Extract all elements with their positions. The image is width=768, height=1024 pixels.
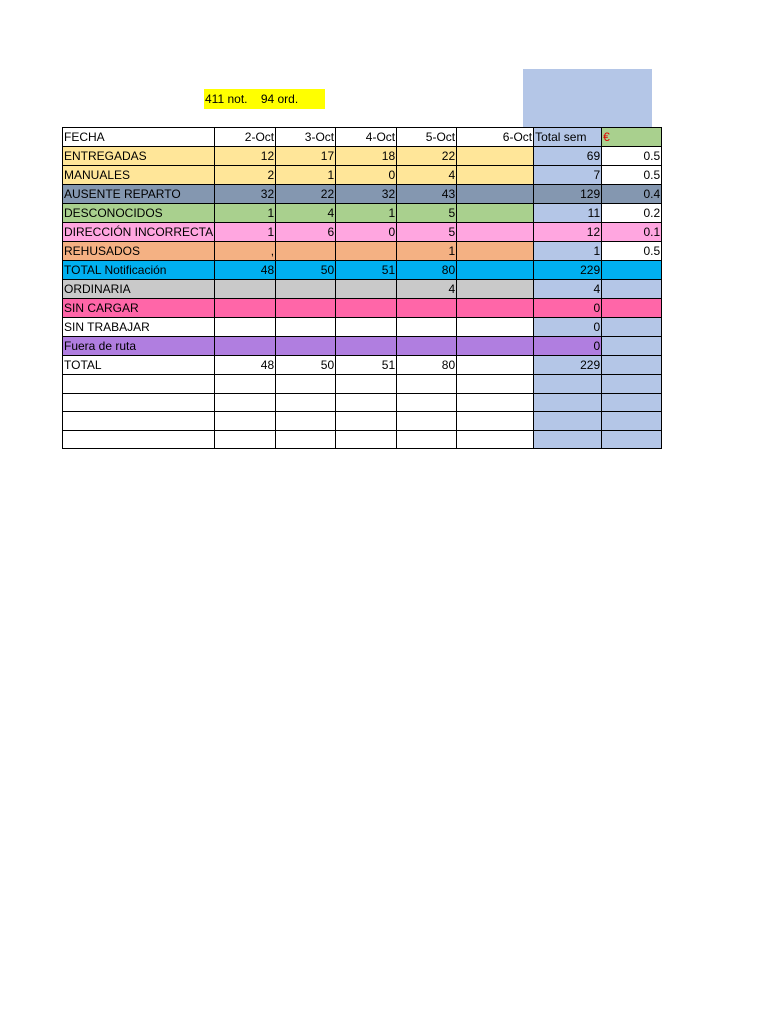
day-value-cell[interactable]: 1	[215, 223, 276, 242]
day-value-cell[interactable]	[457, 356, 534, 375]
day-value-cell[interactable]	[457, 318, 534, 337]
row-label-cell[interactable]: TOTAL Notificación	[63, 261, 215, 280]
table-row	[63, 185, 662, 204]
day-value-cell[interactable]: 22	[397, 147, 457, 166]
day-value-cell[interactable]	[276, 280, 336, 299]
rate-cell[interactable]	[602, 412, 662, 431]
rate-cell[interactable]: 0.2	[602, 204, 662, 223]
table-row	[63, 430, 662, 449]
day-value-cell[interactable]: 4	[397, 166, 457, 185]
total-sem-cell[interactable]: 229	[534, 356, 602, 375]
rate-cell[interactable]: 0.1	[602, 223, 662, 242]
day-value-cell[interactable]	[336, 337, 397, 356]
day-value-cell[interactable]	[457, 337, 534, 356]
day-value-cell[interactable]	[457, 185, 534, 204]
day-value-cell[interactable]	[336, 299, 397, 318]
day-value-cell[interactable]: 18	[336, 147, 397, 166]
total-sem-cell[interactable]: 0	[534, 337, 602, 356]
day-value-cell[interactable]	[397, 393, 457, 412]
total-sem-cell[interactable]	[534, 430, 602, 449]
table-row	[63, 261, 662, 280]
day-value-cell[interactable]	[336, 280, 397, 299]
day-value-cell[interactable]: 80	[397, 261, 457, 280]
total-sem-cell[interactable]: 0	[534, 318, 602, 337]
day-value-cell[interactable]	[397, 337, 457, 356]
day-value-cell[interactable]: 4	[397, 280, 457, 299]
row-label-cell[interactable]: DESCONOCIDOS	[63, 204, 215, 223]
rate-cell[interactable]	[602, 280, 662, 299]
rate-cell[interactable]	[602, 299, 662, 318]
row-label-cell[interactable]: MANUALES	[63, 166, 215, 185]
day-value-cell[interactable]	[215, 430, 276, 449]
row-label-cell[interactable]: SIN CARGAR	[63, 299, 215, 318]
day-value-cell[interactable]: 51	[336, 261, 397, 280]
day-value-cell[interactable]	[215, 393, 276, 412]
total-sem-cell[interactable]: 69	[534, 147, 602, 166]
day-value-cell[interactable]	[397, 318, 457, 337]
table-row	[63, 204, 662, 223]
day-value-cell[interactable]	[215, 337, 276, 356]
row-label-cell[interactable]: TOTAL	[63, 356, 215, 375]
day-value-cell[interactable]: 22	[276, 185, 336, 204]
day-value-cell[interactable]	[457, 204, 534, 223]
day-value-cell[interactable]	[336, 412, 397, 431]
day-value-cell[interactable]: 48	[215, 356, 276, 375]
day-value-cell[interactable]	[336, 242, 397, 261]
day-value-cell[interactable]	[336, 430, 397, 449]
day-value-cell[interactable]: 2	[215, 166, 276, 185]
rate-cell[interactable]	[602, 261, 662, 280]
rate-cell[interactable]: 0.5	[602, 242, 662, 261]
total-sem-cell[interactable]: 12	[534, 223, 602, 242]
day-value-cell[interactable]	[457, 430, 534, 449]
table-row	[63, 147, 662, 166]
day-value-cell[interactable]	[457, 147, 534, 166]
total-sem-cell[interactable]	[534, 412, 602, 431]
row-label-cell[interactable]: DIRECCIÓN INCORRECTA	[63, 223, 215, 242]
day-value-cell[interactable]: 48	[215, 261, 276, 280]
column-header-2[interactable]: 3-Oct	[276, 128, 336, 147]
day-value-cell[interactable]	[397, 430, 457, 449]
day-value-cell[interactable]	[276, 430, 336, 449]
day-value-cell[interactable]: 5	[397, 223, 457, 242]
day-value-cell[interactable]	[276, 337, 336, 356]
day-value-cell[interactable]: 17	[276, 147, 336, 166]
day-value-cell[interactable]	[336, 375, 397, 394]
day-value-cell[interactable]	[397, 299, 457, 318]
rate-cell[interactable]: 0.5	[602, 166, 662, 185]
day-value-cell[interactable]: 50	[276, 261, 336, 280]
rate-cell[interactable]	[602, 393, 662, 412]
day-value-cell[interactable]	[276, 242, 336, 261]
column-header-1[interactable]: 2-Oct	[215, 128, 276, 147]
day-value-cell[interactable]	[457, 261, 534, 280]
row-label-cell[interactable]: AUSENTE REPARTO	[63, 185, 215, 204]
day-value-cell[interactable]	[276, 375, 336, 394]
rate-cell[interactable]: 0.4	[602, 185, 662, 204]
day-value-cell[interactable]: 0	[336, 223, 397, 242]
day-value-cell[interactable]	[457, 280, 534, 299]
day-value-cell[interactable]: 51	[336, 356, 397, 375]
table-row	[63, 356, 662, 375]
day-value-cell[interactable]	[215, 299, 276, 318]
table-row	[63, 318, 662, 337]
total-sem-cell[interactable]: 1	[534, 242, 602, 261]
rate-cell[interactable]	[602, 430, 662, 449]
rate-cell[interactable]	[602, 356, 662, 375]
day-value-cell[interactable]	[336, 393, 397, 412]
day-value-cell[interactable]: 43	[397, 185, 457, 204]
day-value-cell[interactable]: 5	[397, 204, 457, 223]
table-row	[63, 299, 662, 318]
row-label-cell[interactable]: ORDINARIA	[63, 280, 215, 299]
day-value-cell[interactable]	[215, 412, 276, 431]
table-row	[63, 223, 662, 242]
header-row	[63, 128, 662, 147]
day-value-cell[interactable]	[397, 412, 457, 431]
table-row	[63, 412, 662, 431]
day-value-cell[interactable]: 1	[215, 204, 276, 223]
row-label-cell[interactable]	[63, 393, 215, 412]
table-row	[63, 337, 662, 356]
day-value-cell[interactable]	[336, 318, 397, 337]
row-label-cell[interactable]: ENTREGADAS	[63, 147, 215, 166]
day-value-cell[interactable]	[457, 223, 534, 242]
day-value-cell[interactable]	[397, 375, 457, 394]
table-row	[63, 393, 662, 412]
row-label-cell[interactable]	[63, 375, 215, 394]
total-sem-cell[interactable]: 129	[534, 185, 602, 204]
day-value-cell[interactable]: 50	[276, 356, 336, 375]
total-column-header-fill	[523, 69, 652, 127]
day-value-cell[interactable]	[215, 280, 276, 299]
row-label-cell[interactable]: Fuera de ruta	[63, 337, 215, 356]
table-row	[63, 242, 662, 261]
row-label-cell[interactable]: REHUSADOS	[63, 242, 215, 261]
day-value-cell[interactable]: 32	[336, 185, 397, 204]
day-value-cell[interactable]	[276, 318, 336, 337]
day-value-cell[interactable]	[276, 299, 336, 318]
day-value-cell[interactable]	[215, 318, 276, 337]
spreadsheet-table	[62, 127, 662, 449]
day-value-cell[interactable]	[457, 412, 534, 431]
column-header-5[interactable]: 6-Oct	[457, 128, 534, 147]
day-value-cell[interactable]: 0	[336, 166, 397, 185]
total-sem-cell[interactable]: 4	[534, 280, 602, 299]
rate-cell[interactable]	[602, 318, 662, 337]
column-header-6[interactable]: Total sem	[534, 128, 602, 147]
day-value-cell[interactable]: 6	[276, 223, 336, 242]
day-value-cell[interactable]: 32	[215, 185, 276, 204]
day-value-cell[interactable]: 1	[276, 166, 336, 185]
rate-cell[interactable]	[602, 337, 662, 356]
row-label-cell[interactable]: SIN TRABAJAR	[63, 318, 215, 337]
total-sem-cell[interactable]	[534, 375, 602, 394]
day-value-cell[interactable]: ,	[215, 242, 276, 261]
day-value-cell[interactable]: 1	[397, 242, 457, 261]
day-value-cell[interactable]	[276, 393, 336, 412]
column-header-7[interactable]: €	[602, 128, 662, 147]
day-value-cell[interactable]: 12	[215, 147, 276, 166]
day-value-cell[interactable]	[457, 393, 534, 412]
table-row	[63, 166, 662, 185]
day-value-cell[interactable]	[457, 375, 534, 394]
row-label-cell[interactable]	[63, 412, 215, 431]
table-row	[63, 280, 662, 299]
header-note: 411 not. 94 ord.	[204, 89, 325, 109]
day-value-cell[interactable]	[457, 166, 534, 185]
total-sem-cell[interactable]	[534, 393, 602, 412]
rate-cell[interactable]: 0.5	[602, 147, 662, 166]
row-label-cell[interactable]	[63, 430, 215, 449]
column-header-4[interactable]: 5-Oct	[397, 128, 457, 147]
total-sem-cell[interactable]: 0	[534, 299, 602, 318]
column-header-0[interactable]: FECHA	[63, 128, 215, 147]
day-value-cell[interactable]	[457, 299, 534, 318]
day-value-cell[interactable]: 4	[276, 204, 336, 223]
rate-cell[interactable]	[602, 375, 662, 394]
day-value-cell[interactable]	[215, 375, 276, 394]
day-value-cell[interactable]	[457, 242, 534, 261]
day-value-cell[interactable]: 1	[336, 204, 397, 223]
day-value-cell[interactable]	[276, 412, 336, 431]
total-sem-cell[interactable]: 11	[534, 204, 602, 223]
column-header-3[interactable]: 4-Oct	[336, 128, 397, 147]
total-sem-cell[interactable]: 7	[534, 166, 602, 185]
day-value-cell[interactable]: 80	[397, 356, 457, 375]
table-row	[63, 375, 662, 394]
total-sem-cell[interactable]: 229	[534, 261, 602, 280]
